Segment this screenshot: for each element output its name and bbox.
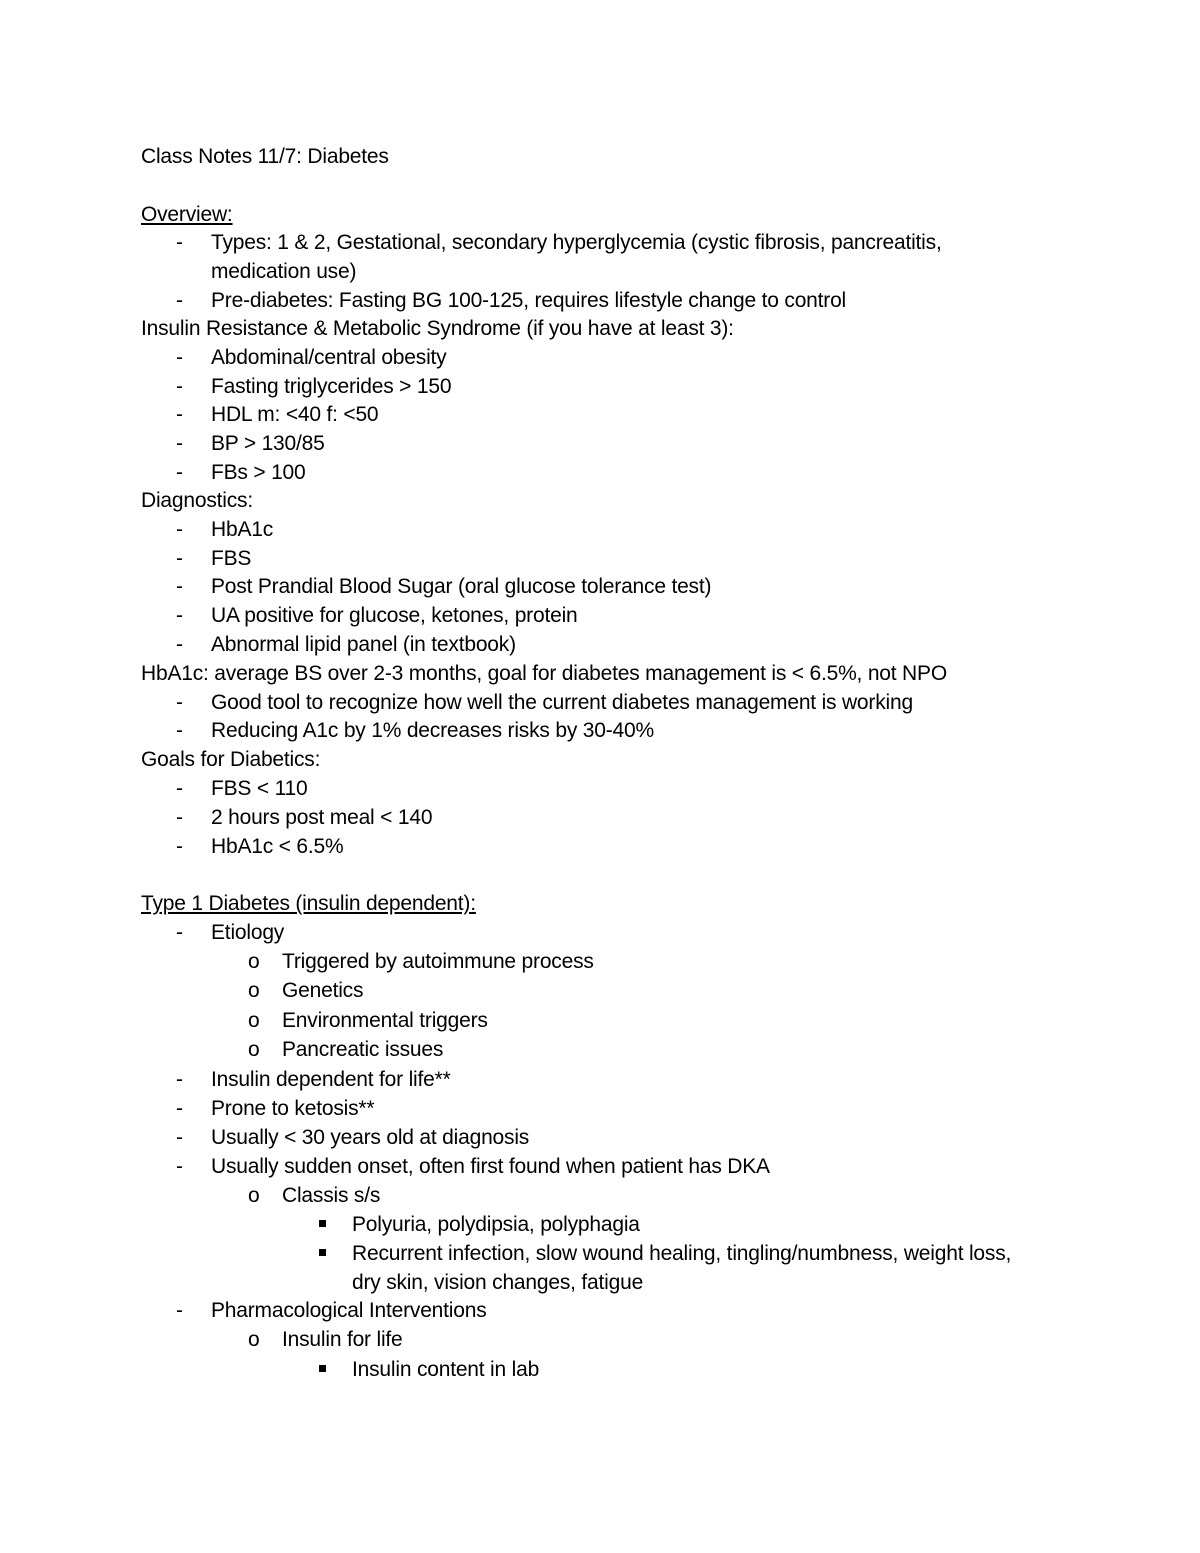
bullet-circle: o <box>248 1184 260 1207</box>
section-heading: Insulin Resistance & Metabolic Syndrome (if you have at least 3): <box>141 317 734 340</box>
list-item: FBS < 110 <box>211 777 308 800</box>
bullet-dash: - <box>176 1299 183 1322</box>
list-item: Usually sudden onset, often first found when patient has DKA <box>211 1155 770 1178</box>
bullet-circle: o <box>248 979 260 1002</box>
bullet-dash: - <box>176 231 183 254</box>
bullet-dash: - <box>176 575 183 598</box>
list-item: Abdominal/central obesity <box>211 346 447 369</box>
sub-sub-list-item: Recurrent infection, slow wound healing, tingling/numbness, weight loss, <box>352 1242 1012 1265</box>
list-item: HDL m: <40 f: <50 <box>211 403 379 426</box>
sub-list-item: Genetics <box>282 979 364 1002</box>
section-heading: HbA1c: average BS over 2-3 months, goal for diabetes management is < 6.5%, not NPO <box>141 662 947 685</box>
bullet-dash: - <box>176 719 183 742</box>
list-item: BP > 130/85 <box>211 432 325 455</box>
page-title: Class Notes 11/7: Diabetes <box>141 145 389 168</box>
square-bullet-icon <box>319 1365 326 1372</box>
bullet-dash: - <box>176 461 183 484</box>
sub-sub-list-item-continuation: dry skin, vision changes, fatigue <box>352 1271 644 1294</box>
list-item: FBs > 100 <box>211 461 306 484</box>
list-item: FBS <box>211 547 252 570</box>
bullet-dash: - <box>176 518 183 541</box>
bullet-dash: - <box>176 691 183 714</box>
list-item: Types: 1 & 2, Gestational, secondary hyperglycemia (cystic fibrosis, pancreatitis, <box>211 231 942 254</box>
section-heading: Goals for Diabetics: <box>141 748 321 771</box>
bullet-dash: - <box>176 1097 183 1120</box>
sub-list-item: Insulin for life <box>282 1328 403 1351</box>
bullet-dash: - <box>176 604 183 627</box>
list-item-continuation: medication use) <box>211 260 357 283</box>
section-heading: Diagnostics: <box>141 489 253 512</box>
list-item: Reducing A1c by 1% decreases risks by 30-40% <box>211 719 654 742</box>
bullet-dash: - <box>176 806 183 829</box>
bullet-dash: - <box>176 1155 183 1178</box>
bullet-circle: o <box>248 950 260 973</box>
bullet-dash: - <box>176 835 183 858</box>
bullet-dash: - <box>176 289 183 312</box>
list-item: Insulin dependent for life** <box>211 1068 451 1091</box>
list-item: Pharmacological Interventions <box>211 1299 487 1322</box>
bullet-circle: o <box>248 1038 260 1061</box>
bullet-dash: - <box>176 633 183 656</box>
bullet-dash: - <box>176 346 183 369</box>
square-bullet-icon <box>319 1249 326 1256</box>
list-item: Post Prandial Blood Sugar (oral glucose tolerance test) <box>211 575 712 598</box>
bullet-dash: - <box>176 547 183 570</box>
sub-list-item: Classis s/s <box>282 1184 381 1207</box>
list-item: Fasting triglycerides > 150 <box>211 375 452 398</box>
sub-list-item: Triggered by autoimmune process <box>282 950 594 973</box>
sub-sub-list-item: Insulin content in lab <box>352 1358 540 1381</box>
list-item: HbA1c < 6.5% <box>211 835 344 858</box>
bullet-dash: - <box>176 777 183 800</box>
bullet-dash: - <box>176 921 183 944</box>
list-item: Prone to ketosis** <box>211 1097 375 1120</box>
list-item: Abnormal lipid panel (in textbook) <box>211 633 516 656</box>
type1-heading: Type 1 Diabetes (insulin dependent): <box>141 892 476 915</box>
bullet-dash: - <box>176 375 183 398</box>
list-item: Good tool to recognize how well the current diabetes management is working <box>211 691 913 714</box>
sub-sub-list-item: Polyuria, polydipsia, polyphagia <box>352 1213 640 1236</box>
bullet-dash: - <box>176 1126 183 1149</box>
bullet-circle: o <box>248 1328 260 1351</box>
bullet-dash: - <box>176 1068 183 1091</box>
bullet-dash: - <box>176 403 183 426</box>
sub-list-item: Environmental triggers <box>282 1009 488 1032</box>
list-item: 2 hours post meal < 140 <box>211 806 433 829</box>
sub-list-item: Pancreatic issues <box>282 1038 444 1061</box>
list-item: Usually < 30 years old at diagnosis <box>211 1126 530 1149</box>
overview-heading: Overview: <box>141 203 233 226</box>
list-item: Pre-diabetes: Fasting BG 100-125, requires lifestyle change to control <box>211 289 847 312</box>
list-item: HbA1c <box>211 518 274 541</box>
list-item: UA positive for glucose, ketones, protein <box>211 604 578 627</box>
bullet-dash: - <box>176 432 183 455</box>
list-item: Etiology <box>211 921 285 944</box>
square-bullet-icon <box>319 1220 326 1227</box>
bullet-circle: o <box>248 1009 260 1032</box>
